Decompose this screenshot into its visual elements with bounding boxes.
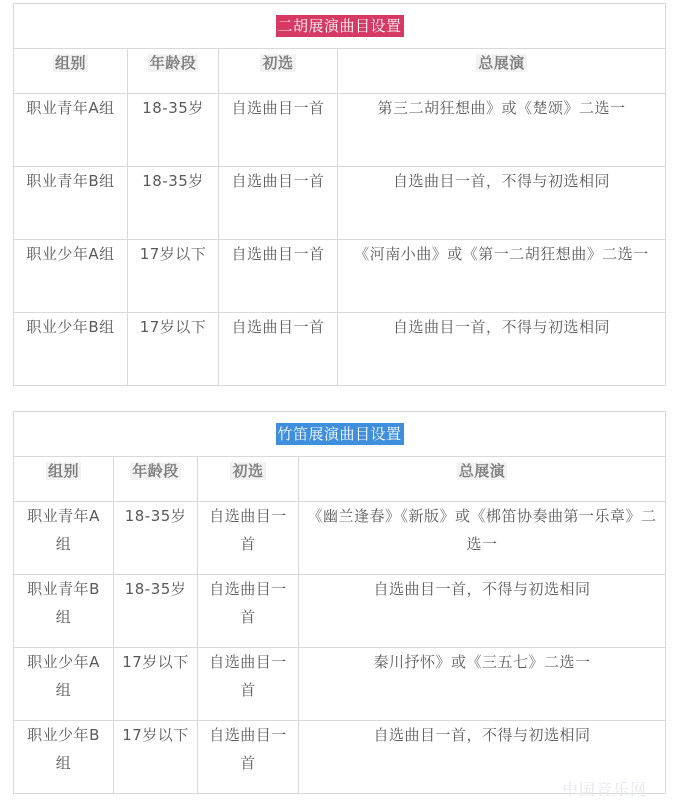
header-group bbox=[14, 49, 128, 94]
cell-preliminary: 自选曲目一首 bbox=[198, 648, 299, 721]
cell-age: 18-35岁 bbox=[114, 575, 198, 648]
header-age bbox=[128, 49, 219, 94]
table-row bbox=[14, 575, 666, 648]
cell-group: 职业青年A组 bbox=[14, 502, 114, 575]
header-preliminary-label: 初选 bbox=[262, 54, 294, 72]
header-final-label: 总展演 bbox=[478, 54, 525, 72]
table-title-row bbox=[14, 412, 666, 457]
cell-preliminary: 自选曲目一首 bbox=[198, 575, 299, 648]
cell-group: 职业青年B组 bbox=[14, 167, 128, 240]
cell-age: 17岁以下 bbox=[128, 240, 219, 313]
table-title: 二胡展演曲目设置 bbox=[277, 17, 402, 35]
header-preliminary bbox=[198, 457, 299, 502]
header-age-label: 年龄段 bbox=[149, 54, 197, 72]
cell-preliminary: 自选曲目一首 bbox=[219, 167, 338, 240]
table-title: 竹笛展演曲目设置 bbox=[277, 425, 402, 443]
cell-group: 职业少年B组 bbox=[14, 313, 128, 386]
cell-age: 18-35岁 bbox=[128, 94, 219, 167]
header-final-label: 总展演 bbox=[458, 462, 506, 480]
cell-preliminary: 自选曲目一首 bbox=[219, 313, 338, 386]
table-row bbox=[14, 167, 666, 240]
header-age bbox=[114, 457, 198, 502]
cell-final: 秦川抒怀》或《三五七》二选一 bbox=[299, 648, 666, 721]
cell-age: 17岁以下 bbox=[128, 313, 219, 386]
header-preliminary bbox=[219, 49, 338, 94]
watermark: 中国音乐网 bbox=[561, 780, 647, 799]
cell-final: 《幽兰逢春》《新版》或《梆笛协奏曲第一乐章》二选一 bbox=[299, 502, 666, 575]
header-final bbox=[338, 49, 666, 94]
cell-preliminary: 自选曲目一首 bbox=[198, 721, 299, 794]
table-title-cell bbox=[14, 4, 666, 49]
cell-preliminary: 自选曲目一首 bbox=[219, 240, 338, 313]
cell-age: 18-35岁 bbox=[114, 502, 198, 575]
header-preliminary-label: 初选 bbox=[232, 462, 264, 480]
cell-preliminary: 自选曲目一首 bbox=[219, 94, 338, 167]
table-row bbox=[14, 240, 666, 313]
header-group bbox=[14, 457, 114, 502]
table-header-row bbox=[14, 457, 666, 502]
cell-group: 职业青年A组 bbox=[14, 94, 128, 167]
table-row bbox=[14, 94, 666, 167]
erhu-program-table bbox=[13, 3, 666, 386]
table-header-row bbox=[14, 49, 666, 94]
cell-group: 职业少年A组 bbox=[14, 240, 128, 313]
header-final bbox=[299, 457, 666, 502]
table-title-row bbox=[14, 4, 666, 49]
cell-final: 《河南小曲》或《第一二胡狂想曲》二选一 bbox=[338, 240, 666, 313]
header-group-label: 组别 bbox=[47, 462, 79, 480]
cell-final: 自选曲目一首，不得与初选相同 bbox=[299, 575, 666, 648]
cell-preliminary: 自选曲目一首 bbox=[198, 502, 299, 575]
cell-age: 18-35岁 bbox=[128, 167, 219, 240]
table-title-cell bbox=[14, 412, 666, 457]
table-row bbox=[14, 313, 666, 386]
cell-group: 职业少年A组 bbox=[14, 648, 114, 721]
cell-group: 职业少年B组 bbox=[14, 721, 114, 794]
dizi-program-table bbox=[13, 411, 666, 794]
cell-final: 自选曲目一首，不得与初选相同 bbox=[299, 721, 666, 794]
cell-final: 自选曲目一首，不得与初选相同 bbox=[338, 313, 666, 386]
cell-final: 第三二胡狂想曲》或《楚颂》二选一 bbox=[338, 94, 666, 167]
cell-age: 17岁以下 bbox=[114, 648, 198, 721]
header-age-label: 年龄段 bbox=[132, 462, 179, 480]
table-row bbox=[14, 502, 666, 575]
cell-age: 17岁以下 bbox=[114, 721, 198, 794]
header-group-label: 组别 bbox=[54, 54, 86, 72]
cell-group: 职业青年B组 bbox=[14, 575, 114, 648]
cell-final: 自选曲目一首，不得与初选相同 bbox=[338, 167, 666, 240]
table-row bbox=[14, 648, 666, 721]
